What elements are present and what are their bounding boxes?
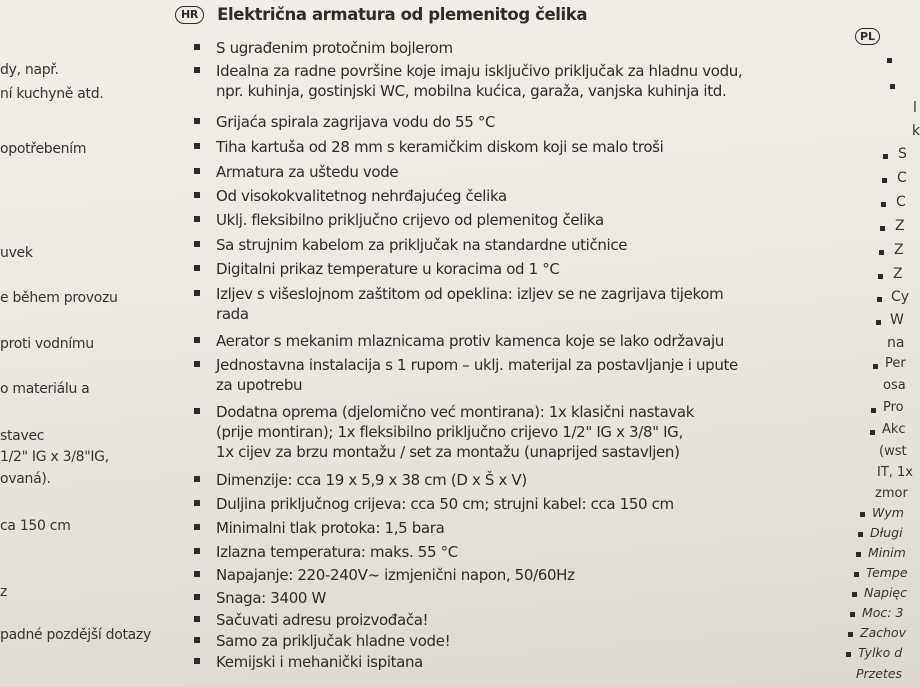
feature-text: Kemijski i mehanički ispitana: [216, 653, 424, 671]
square-bullet-icon: [194, 616, 200, 622]
left-line: stavec: [0, 428, 45, 444]
pl-fragment: Długi: [870, 525, 903, 540]
product-title: Električna armatura od plemenitog čelika: [217, 5, 588, 24]
feature-text: Dimenzije: cca 19 x 5,9 x 38 cm (D x Š x V): [216, 471, 527, 489]
square-bullet-icon: [871, 408, 876, 413]
left-line: padné pozdější dotazy: [0, 627, 151, 643]
square-bullet-icon: [890, 84, 895, 89]
pl-fragment: Tylko d: [858, 645, 903, 660]
left-line: proti vodnímu: [0, 336, 94, 352]
polish-section-fragment: [845, 0, 919, 687]
pl-fragment: Akc: [882, 422, 906, 437]
pl-fragment: Z: [895, 218, 905, 234]
language-badge-pl: PL: [855, 28, 880, 45]
pl-fragment: W: [890, 312, 904, 328]
square-bullet-icon: [850, 612, 855, 617]
square-bullet-icon: [848, 632, 853, 637]
pl-fragment: S: [898, 146, 907, 162]
feature-text: Izlazna temperatura: maks. 55 °C: [216, 543, 458, 561]
feature-text: rada: [216, 305, 249, 323]
square-bullet-icon: [860, 512, 865, 517]
square-bullet-icon: [846, 652, 851, 657]
square-bullet-icon: [880, 226, 885, 231]
pl-fragment: osa: [883, 378, 906, 393]
square-bullet-icon: [852, 592, 857, 597]
pl-fragment: Napięc: [864, 585, 907, 600]
left-line: uvek: [0, 245, 33, 261]
square-bullet-icon: [876, 320, 881, 325]
square-bullet-icon: [878, 274, 883, 279]
pl-fragment: Przetes: [856, 666, 903, 681]
feature-text: za upotrebu: [216, 376, 303, 394]
feature-text: Jednostavna instalacija s 1 rupom – uklj. materijal za postavljanje i upute: [216, 356, 738, 374]
square-bullet-icon: [870, 430, 875, 435]
section-header: [175, 4, 587, 28]
square-bullet-icon: [194, 168, 200, 174]
feature-text: Izljev s višeslojnom zaštitom od opeklina: izljev se ne zagrijava tijekom: [216, 285, 724, 303]
square-bullet-icon: [194, 361, 200, 367]
pl-fragment: l: [913, 100, 917, 116]
feature-text: Grijaća spirala zagrijava vodu do 55 °C: [216, 113, 496, 131]
square-bullet-icon: [194, 290, 200, 296]
square-bullet-icon: [194, 548, 200, 554]
left-line: ca 150 cm: [0, 518, 71, 534]
pl-fragment: zmor: [875, 486, 908, 501]
square-bullet-icon: [873, 364, 878, 369]
feature-text: Digitalni prikaz temperature u koracima od 1 °C: [216, 260, 560, 278]
pl-fragment: Moc: 3: [862, 605, 904, 620]
square-bullet-icon: [194, 192, 200, 198]
feature-text: 1x cijev za brzu montažu / set za montažu (unaprijed sastavljen): [216, 443, 680, 461]
pl-fragment: Cy: [891, 289, 910, 305]
left-line: ovaná).: [0, 471, 51, 487]
feature-text: Idealna za radne površine koje imaju isključivo priključak za hladnu vodu,: [216, 62, 743, 80]
feature-text: Napajanje: 220-240V~ izmjenični napon, 50/60Hz: [216, 566, 575, 584]
square-bullet-icon: [194, 500, 200, 506]
left-line: 1/2" IG x 3/8"IG,: [0, 449, 109, 465]
square-bullet-icon: [858, 532, 863, 537]
pl-fragment: Zachov: [860, 625, 907, 640]
pl-fragment: IT, 1x: [877, 465, 914, 480]
square-bullet-icon: [194, 408, 200, 414]
feature-text: Od visokokvalitetnog nehrđajućeg čelika: [216, 187, 507, 205]
feature-text: Samo za priključak hladne vode!: [216, 632, 451, 650]
square-bullet-icon: [882, 178, 887, 183]
pl-fragment: k: [912, 123, 920, 139]
feature-text: Dodatna oprema (djelomično već montirana): 1x klasični nastavak: [216, 403, 695, 421]
square-bullet-icon: [856, 552, 861, 557]
pl-fragment: (wst: [879, 444, 907, 459]
square-bullet-icon: [194, 118, 200, 124]
left-column-fragment: [0, 0, 175, 687]
feature-text: Sa strujnim kabelom za priključak na standardne utičnice: [216, 236, 628, 254]
feature-text: Armatura za uštedu vode: [216, 163, 399, 181]
square-bullet-icon: [194, 476, 200, 482]
pl-fragment: Per: [885, 356, 906, 371]
pl-fragment: Minim: [868, 545, 906, 560]
pl-fragment: Z: [893, 266, 903, 282]
square-bullet-icon: [194, 637, 200, 643]
feature-text: Snaga: 3400 W: [216, 589, 326, 607]
pl-fragment: C: [897, 170, 907, 186]
left-line: dy, např.: [0, 62, 59, 78]
square-bullet-icon: [194, 571, 200, 577]
feature-text: Sačuvati adresu proizvođača!: [216, 611, 429, 629]
feature-text: Duljina priključnog crijeva: cca 50 cm; strujni kabel: cca 150 cm: [216, 495, 674, 513]
pl-fragment: C: [896, 194, 906, 210]
square-bullet-icon: [877, 297, 882, 302]
feature-text: Minimalni tlak protoka: 1,5 bara: [216, 519, 445, 537]
feature-text: Tiha kartuša od 28 mm s keramičkim diskom koji se malo troši: [216, 138, 664, 156]
square-bullet-icon: [194, 524, 200, 530]
feature-text: Aerator s mekanim mlaznicama protiv kamenca koje se lako održavaju: [216, 332, 724, 350]
square-bullet-icon: [194, 241, 200, 247]
square-bullet-icon: [194, 337, 200, 343]
pl-fragment: Tempe: [866, 565, 908, 580]
left-line: o materiálu a: [0, 381, 90, 397]
left-line: opotřebením: [0, 141, 87, 157]
square-bullet-icon: [194, 594, 200, 600]
square-bullet-icon: [194, 265, 200, 271]
pl-fragment: Z: [894, 242, 904, 258]
square-bullet-icon: [883, 154, 888, 159]
feature-text: (prije montiran); 1x fleksibilno priključno crijevo 1/2" IG x 3/8" IG,: [216, 423, 683, 441]
square-bullet-icon: [879, 250, 884, 255]
square-bullet-icon: [854, 572, 859, 577]
square-bullet-icon: [194, 143, 200, 149]
pl-fragment: Wym: [872, 505, 904, 520]
left-line: ní kuchyně atd.: [0, 86, 104, 102]
square-bullet-icon: [194, 216, 200, 222]
square-bullet-icon: [881, 202, 886, 207]
left-line: e během provozu: [0, 290, 118, 306]
pl-fragment: Pro: [883, 400, 904, 415]
feature-text: S ugrađenim protočnim bojlerom: [216, 39, 453, 57]
square-bullet-icon: [194, 67, 200, 73]
square-bullet-icon: [887, 58, 892, 63]
feature-text: Uklj. fleksibilno priključno crijevo od plemenitog čelika: [216, 211, 604, 229]
left-line: z: [0, 584, 8, 600]
square-bullet-icon: [194, 658, 200, 664]
square-bullet-icon: [194, 44, 200, 50]
language-badge-hr: HR: [175, 6, 204, 24]
feature-text: npr. kuhinja, gostinjski WC, mobilna kućica, garaža, vanjska kuhinja itd.: [216, 82, 727, 100]
pl-fragment: na: [887, 335, 905, 351]
